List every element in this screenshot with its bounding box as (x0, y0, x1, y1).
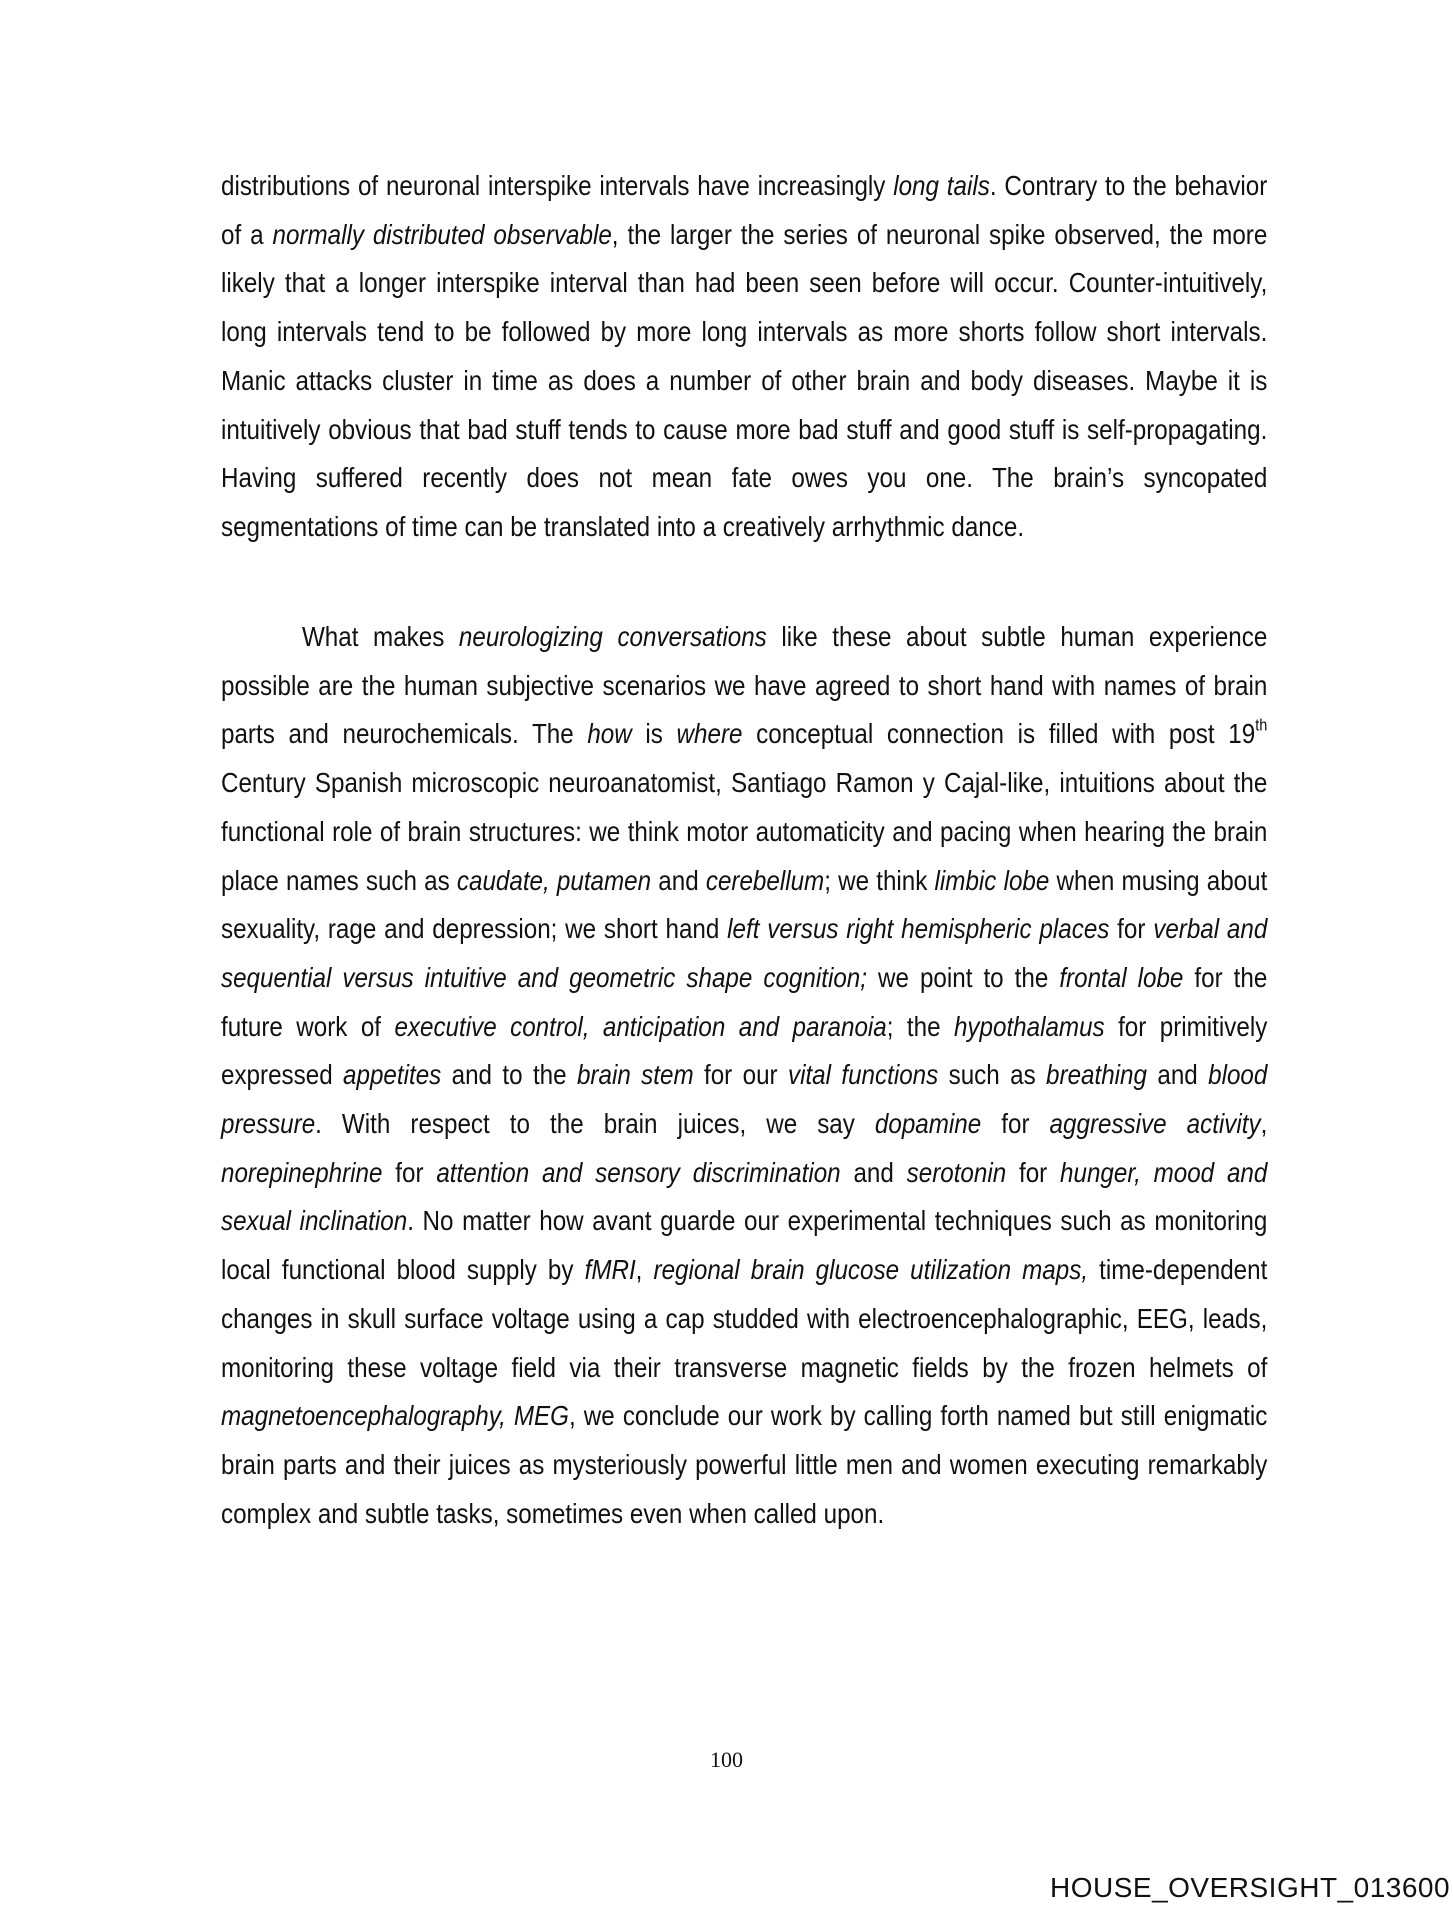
body-text-run: for (382, 1156, 437, 1188)
emphasis-text: blood pressure (221, 1059, 1268, 1140)
body-text-run: What makes (301, 621, 459, 652)
page-number: 100 (710, 1747, 743, 1772)
emphasis-text: appetites (343, 1059, 442, 1091)
emphasis-text: limbic lobe (934, 864, 1050, 896)
emphasis-text: neurologizing conversations (458, 621, 767, 652)
body-text-run: when musing about sexuality, rage and depression; we short hand (221, 864, 1268, 945)
body-text-run: . Contrary to the behavior of a (221, 170, 1268, 250)
emphasis-text: verbal and sequential versus intuitive and geometric shape cognition; (221, 913, 1268, 993)
body-text-run: for primitively expressed (221, 1010, 1268, 1091)
body-text-run: and (840, 1156, 907, 1188)
emphasis-text: dopamine (874, 1108, 982, 1140)
body-text-run: . No matter how avant guarde our experimental techniques such as monitoring local functional blood supply by (221, 1205, 1268, 1286)
body-text-run: ; we think (824, 864, 935, 896)
emphasis-text: cerebellum (705, 864, 825, 896)
body-text-run: and (651, 864, 706, 896)
emphasis-text: attention and sensory discrimination (436, 1156, 841, 1188)
paragraph-1 (221, 162, 1267, 552)
body-text-run: and (1146, 1059, 1209, 1091)
body-text-run: , (635, 1254, 654, 1286)
emphasis-text: left versus right hemispheric places (727, 913, 1110, 945)
body-text-run: we point to the (866, 961, 1060, 993)
paragraph-2 (221, 613, 1267, 1538)
body-text-run: , (1260, 1108, 1268, 1140)
body-text-run: and to the (441, 1059, 577, 1091)
bates-stamp: HOUSE_OVERSIGHT_013600 (1050, 1872, 1451, 1903)
emphasis-text: how (587, 718, 632, 750)
emphasis-text: hunger, mood and sexual inclination (221, 1156, 1268, 1237)
body-text-run: such as (938, 1059, 1047, 1091)
emphasis-text: vital functions (787, 1059, 939, 1091)
emphasis-text: norepinephrine (221, 1156, 383, 1188)
emphasis-text: fMRI (584, 1254, 636, 1286)
body-text-run: distributions of neuronal interspike intervals have increasingly (221, 170, 894, 201)
emphasis-text: aggressive activity (1049, 1108, 1261, 1140)
emphasis-text: serotonin (906, 1156, 1007, 1188)
body-text-run: like these about subtle human experience possible are the human subjective scenarios we have agreed to short hand with names of brain parts and neurochemicals. The (221, 621, 1268, 750)
emphasis-text: normally distributed observable (272, 218, 612, 250)
body-text-run: for our (693, 1059, 788, 1091)
emphasis-text: regional brain glucose utilization maps, (653, 1254, 1089, 1286)
body-text-run: for (1109, 913, 1154, 945)
emphasis-text: executive control, anticipation and paranoia (394, 1010, 887, 1042)
emphasis-text: where (676, 718, 743, 750)
body-text-run: for (1006, 1156, 1061, 1188)
body-text-run: conceptual connection is filled with post 19 (742, 718, 1256, 750)
emphasis-text: brain stem (576, 1059, 694, 1091)
body-text-run: for (981, 1108, 1050, 1140)
emphasis-text: caudate, putamen (456, 864, 652, 896)
body-text-run: . With respect to the brain juices, we say (315, 1108, 875, 1140)
emphasis-text: long tails (893, 170, 990, 201)
emphasis-text: breathing (1046, 1059, 1147, 1091)
superscript-text: th (1255, 717, 1268, 736)
emphasis-text: hypothalamus (953, 1010, 1105, 1042)
body-text-run: Century Spanish microscopic neuroanatomist, Santiago Ramon y Cajal-like, intuitions about the functional role of brain structures: we think motor automaticity and pacing when hearing the brain place names such as (221, 767, 1268, 896)
emphasis-text: magnetoencephalography, MEG (221, 1400, 569, 1432)
body-text-run: , the larger the series of neuronal spike observed, the more likely that a longer interspike interval than had been seen before will occur. Counter-intuitively, long intervals tend to be followed by more long intervals as more shorts follow short intervals. Manic attacks cluster in time as does a number of other brain and body diseases. Maybe it is intuitively obvious that bad stuff tends to cause more bad stuff and good stuff is self-propagating. Having suffered recently does not mean fate owes you one. The brain’s syncopated segmentations of time can be translated into a creatively arrhythmic dance. (221, 218, 1268, 542)
body-text-run: is (631, 718, 677, 750)
emphasis-text: frontal lobe (1059, 961, 1184, 993)
body-text-run: ; the (886, 1010, 954, 1042)
body-text-run: , we conclude our work by calling forth named but still enigmatic brain parts and their juices as mysteriously powerful little men and women executing remarkably complex and subtle tasks, sometimes even when called upon. (221, 1400, 1268, 1529)
body-text-run: time-dependent changes in skull surface voltage using a cap studded with electroencephalographic, EEG, leads, monitoring these voltage field via their transverse magnetic fields by the frozen helmets of (221, 1254, 1268, 1383)
body-text-run: for the future work of (221, 961, 1268, 1042)
